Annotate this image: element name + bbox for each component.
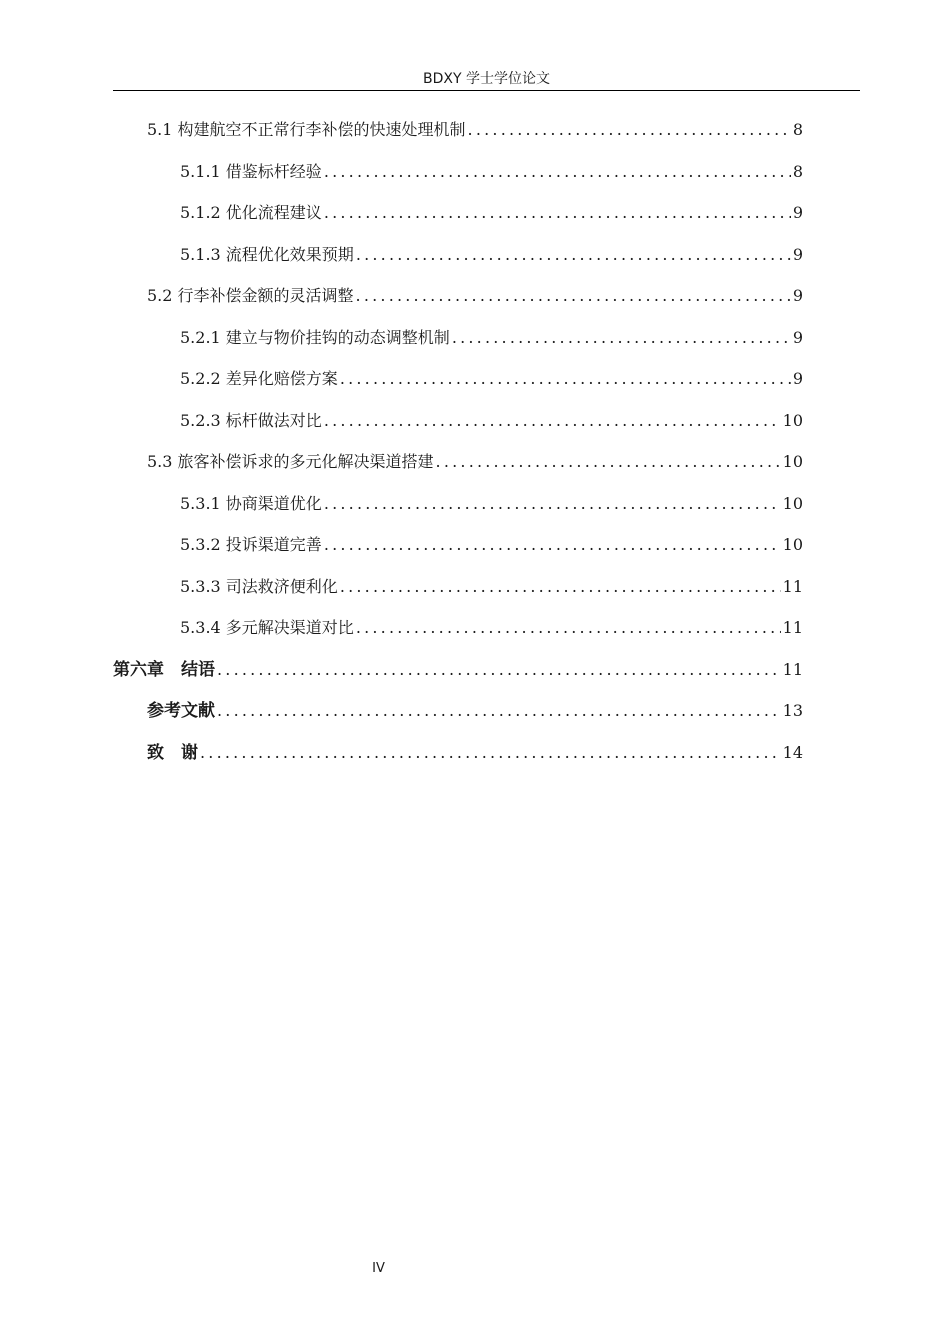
page-number: IV bbox=[372, 1261, 385, 1276]
toc-entry[interactable] bbox=[180, 491, 803, 517]
toc-entry[interactable] bbox=[180, 615, 803, 641]
toc-entry[interactable] bbox=[180, 159, 803, 185]
toc-entry-page: 9 bbox=[792, 328, 803, 347]
toc-entry-title: 参考文献 bbox=[147, 701, 215, 721]
toc-dot-leader bbox=[217, 657, 781, 683]
toc-entry-title: 5.3.2 投诉渠道完善 bbox=[180, 535, 322, 554]
toc-dot-leader bbox=[468, 117, 791, 143]
toc-entry-chapter[interactable] bbox=[113, 657, 803, 683]
toc-entry-title: 5.1.3 流程优化效果预期 bbox=[180, 245, 354, 264]
toc-entry-page: 10 bbox=[782, 535, 803, 554]
toc-entry-title: 5.3 旅客补偿诉求的多元化解决渠道搭建 bbox=[147, 452, 434, 471]
toc-dot-leader bbox=[324, 491, 781, 517]
toc-entry[interactable] bbox=[180, 242, 803, 268]
toc-entry[interactable] bbox=[180, 366, 803, 392]
toc-dot-leader bbox=[356, 283, 791, 309]
toc-entry-acknowledgements[interactable] bbox=[147, 740, 803, 766]
toc-dot-leader bbox=[324, 200, 791, 226]
toc-dot-leader bbox=[356, 242, 791, 268]
toc-dot-leader bbox=[324, 408, 781, 434]
toc-entry[interactable] bbox=[180, 325, 803, 351]
toc-entry-title: 5.1.1 借鉴标杆经验 bbox=[180, 162, 322, 181]
toc-entry-title: 第六章 结语 bbox=[113, 660, 215, 680]
toc-dot-leader bbox=[340, 574, 781, 600]
toc-dot-leader bbox=[217, 698, 781, 724]
toc-entry-title: 5.3.4 多元解决渠道对比 bbox=[180, 618, 354, 637]
toc-entry[interactable] bbox=[147, 117, 803, 143]
toc-entry-title: 5.1.2 优化流程建议 bbox=[180, 203, 322, 222]
toc-entry-page: 13 bbox=[782, 701, 803, 720]
toc-entry-title: 5.2.3 标杆做法对比 bbox=[180, 411, 322, 430]
toc-entry-page: 8 bbox=[792, 120, 803, 139]
toc-dot-leader bbox=[324, 532, 781, 558]
toc-dot-leader bbox=[200, 740, 781, 766]
toc-entry-page: 9 bbox=[792, 245, 803, 264]
toc-entry[interactable] bbox=[147, 449, 803, 475]
toc-entry[interactable] bbox=[180, 200, 803, 226]
toc-entry[interactable] bbox=[180, 532, 803, 558]
toc-entry[interactable] bbox=[180, 408, 803, 434]
toc-entry-page: 9 bbox=[792, 369, 803, 388]
toc-dot-leader bbox=[452, 325, 791, 351]
toc-entry-title: 5.2 行李补偿金额的灵活调整 bbox=[147, 286, 354, 305]
toc-entry-title: 5.1 构建航空不正常行李补偿的快速处理机制 bbox=[147, 120, 466, 139]
toc-entry-title: 5.2.2 差异化赔偿方案 bbox=[180, 369, 338, 388]
toc-entry-title: 5.2.1 建立与物价挂钩的动态调整机制 bbox=[180, 328, 450, 347]
toc-entry-page: 10 bbox=[782, 452, 803, 471]
toc-entry[interactable] bbox=[180, 574, 803, 600]
toc-dot-leader bbox=[436, 449, 781, 475]
toc-dot-leader bbox=[340, 366, 791, 392]
toc-entry-title: 5.3.1 协商渠道优化 bbox=[180, 494, 322, 513]
toc-entry-page: 10 bbox=[782, 494, 803, 513]
toc-entry-page: 11 bbox=[782, 577, 803, 596]
toc-entry-page: 14 bbox=[782, 743, 803, 762]
toc-entry-page: 10 bbox=[782, 411, 803, 430]
toc-entry-references[interactable] bbox=[147, 698, 803, 724]
page-header-title: BDXY 学士学位论文 bbox=[423, 71, 550, 87]
toc-dot-leader bbox=[324, 159, 791, 185]
toc-entry-page: 11 bbox=[782, 618, 803, 637]
toc-entry-page: 11 bbox=[782, 660, 803, 679]
toc-dot-leader bbox=[356, 615, 781, 641]
toc-entry-title: 5.3.3 司法救济便利化 bbox=[180, 577, 338, 596]
toc-entry-title: 致 谢 bbox=[147, 743, 198, 763]
toc-entry-page: 9 bbox=[792, 286, 803, 305]
toc-entry-page: 8 bbox=[792, 162, 803, 181]
toc-entry[interactable] bbox=[147, 283, 803, 309]
toc-entry-page: 9 bbox=[792, 203, 803, 222]
